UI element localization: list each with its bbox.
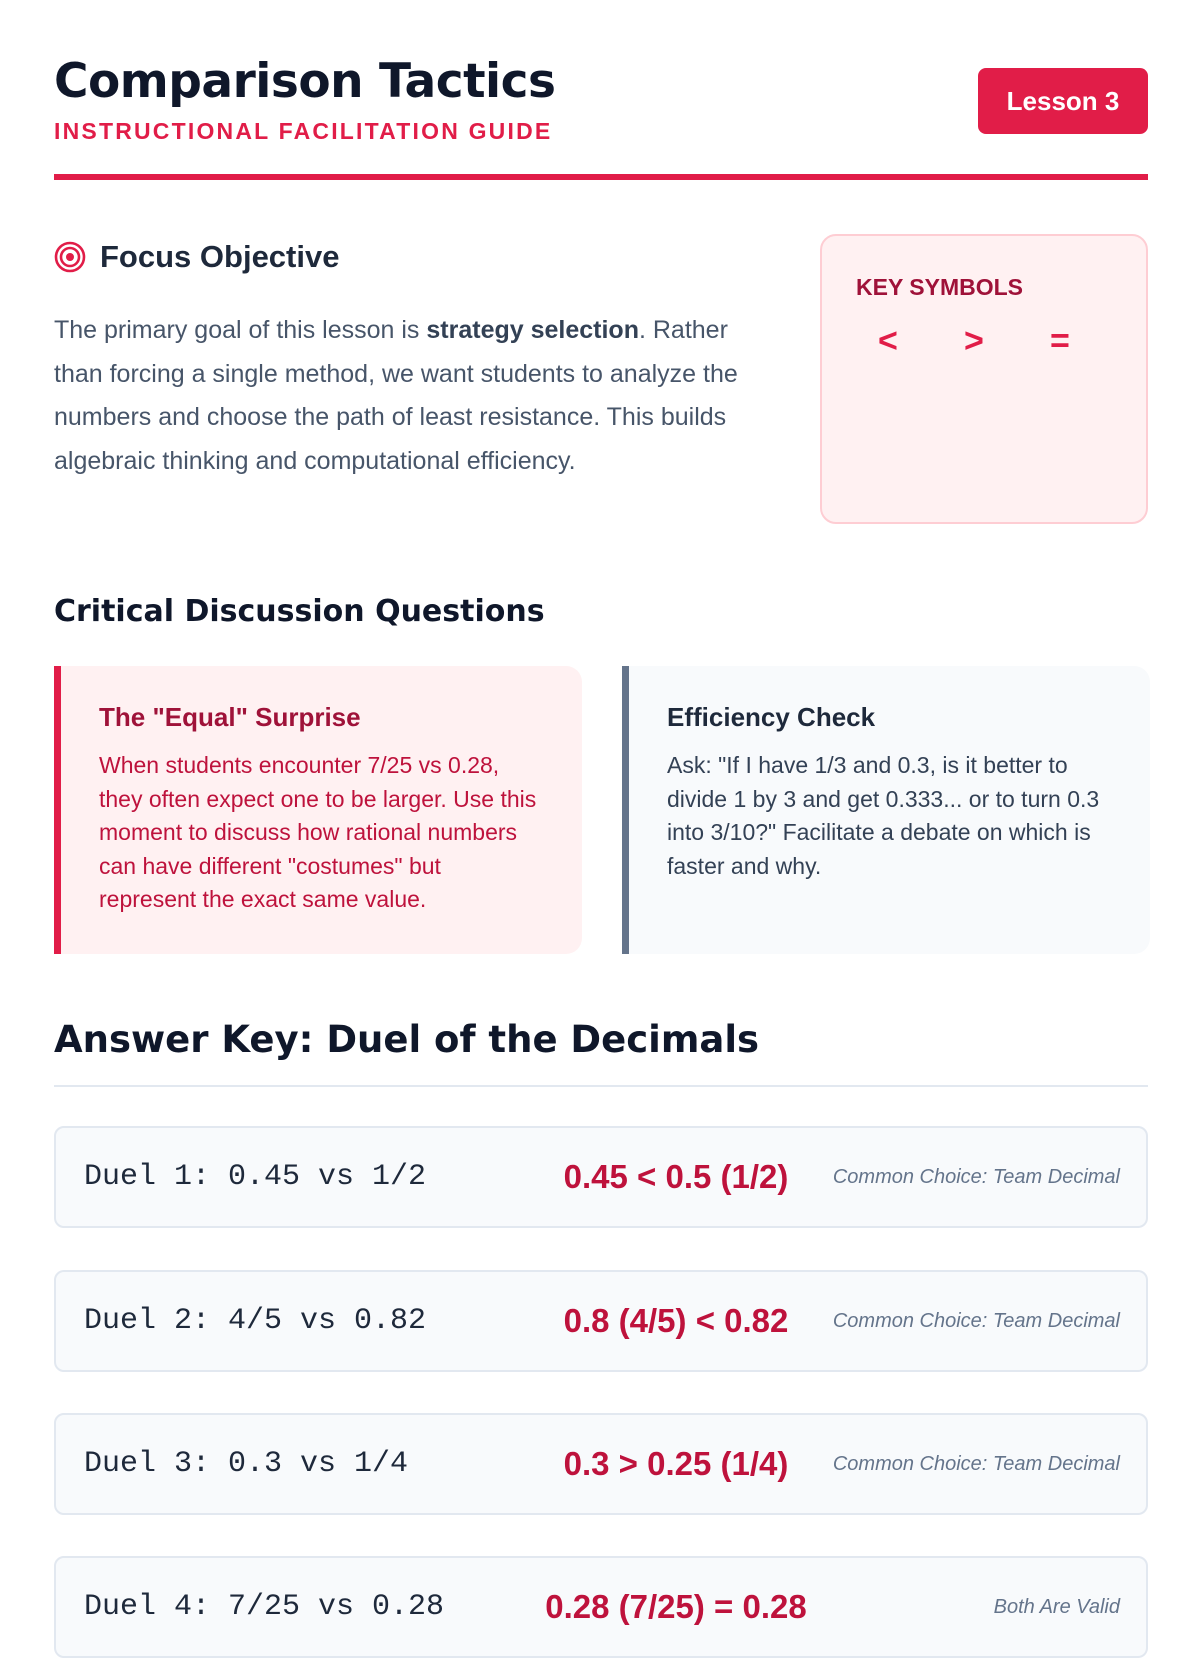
page-title: Comparison Tactics: [54, 54, 556, 109]
question-title: The "Equal" Surprise: [99, 702, 361, 732]
key-symbols-row: [878, 322, 1136, 361]
greater-than-symbol: >: [964, 322, 984, 360]
duel-answer: 0.28 (7/25) = 0.28: [545, 1588, 807, 1625]
question-card-equal-surprise: [54, 666, 582, 954]
duel-label: Duel 3: 0.3 vs 1/4: [84, 1447, 409, 1481]
equals-symbol: =: [1050, 322, 1070, 360]
focus-emphasis: strategy selection: [426, 316, 639, 344]
focus-objective-text: The primary goal of this lesson is strategy selection. Rather than forcing a single method, we want students to analyze the numbers and choose the path of least resistance. This builds algebraic thinking and computational efficiency.: [54, 316, 738, 475]
focus-objective-heading: [54, 236, 339, 278]
duel-note: Both Are Valid: [993, 1596, 1120, 1618]
discussion-title: Critical Discussion Questions: [54, 594, 545, 629]
header-divider: [54, 174, 1148, 180]
duel-label: Duel 1: 0.45 vs 1/2: [84, 1160, 427, 1194]
focus-objective-title: Focus Objective: [100, 239, 340, 274]
duel-note: Common Choice: Team Decimal: [832, 1166, 1120, 1188]
duel-answer: 0.8 (4/5) < 0.82: [563, 1302, 789, 1339]
duel-row: [54, 1270, 1148, 1372]
question-title: Efficiency Check: [667, 702, 876, 732]
duel-row: [54, 1413, 1148, 1515]
duel-label: Duel 2: 4/5 vs 0.82: [84, 1304, 427, 1338]
key-symbols-card: [820, 234, 1148, 524]
less-than-symbol: <: [878, 322, 898, 360]
duel-row: [54, 1126, 1148, 1228]
answer-key-divider: [54, 1085, 1148, 1087]
key-symbols-label: KEY SYMBOLS: [856, 274, 1023, 300]
page-subtitle: INSTRUCTIONAL FACILITATION GUIDE: [54, 118, 553, 144]
question-body: When students encounter 7/25 vs 0.28, they often expect one to be larger. Use this moment to discuss how rational numbers can have different "costumes" but represent the exact same value.: [99, 752, 537, 912]
answer-key-title: Answer Key: Duel of the Decimals: [54, 1018, 760, 1061]
target-icon: [54, 241, 86, 273]
duel-answer: 0.3 > 0.25 (1/4): [563, 1445, 789, 1482]
duel-note: Common Choice: Team Decimal: [832, 1453, 1120, 1475]
duel-label: Duel 4: 7/25 vs 0.28: [84, 1590, 445, 1624]
duel-note: Common Choice: Team Decimal: [832, 1310, 1120, 1332]
question-card-efficiency-check: [622, 666, 1150, 954]
duel-row: [54, 1556, 1148, 1658]
duel-answer: 0.45 < 0.5 (1/2): [563, 1158, 789, 1195]
page-header: [54, 52, 1148, 180]
question-body: Ask: "If I have 1/3 and 0.3, is it better to divide 1 by 3 and get 0.333... or to turn 0.3 into 3/10?" Facilitate a debate on which is faster and why.: [667, 752, 1100, 879]
lesson-badge: Lesson 3: [978, 68, 1148, 134]
